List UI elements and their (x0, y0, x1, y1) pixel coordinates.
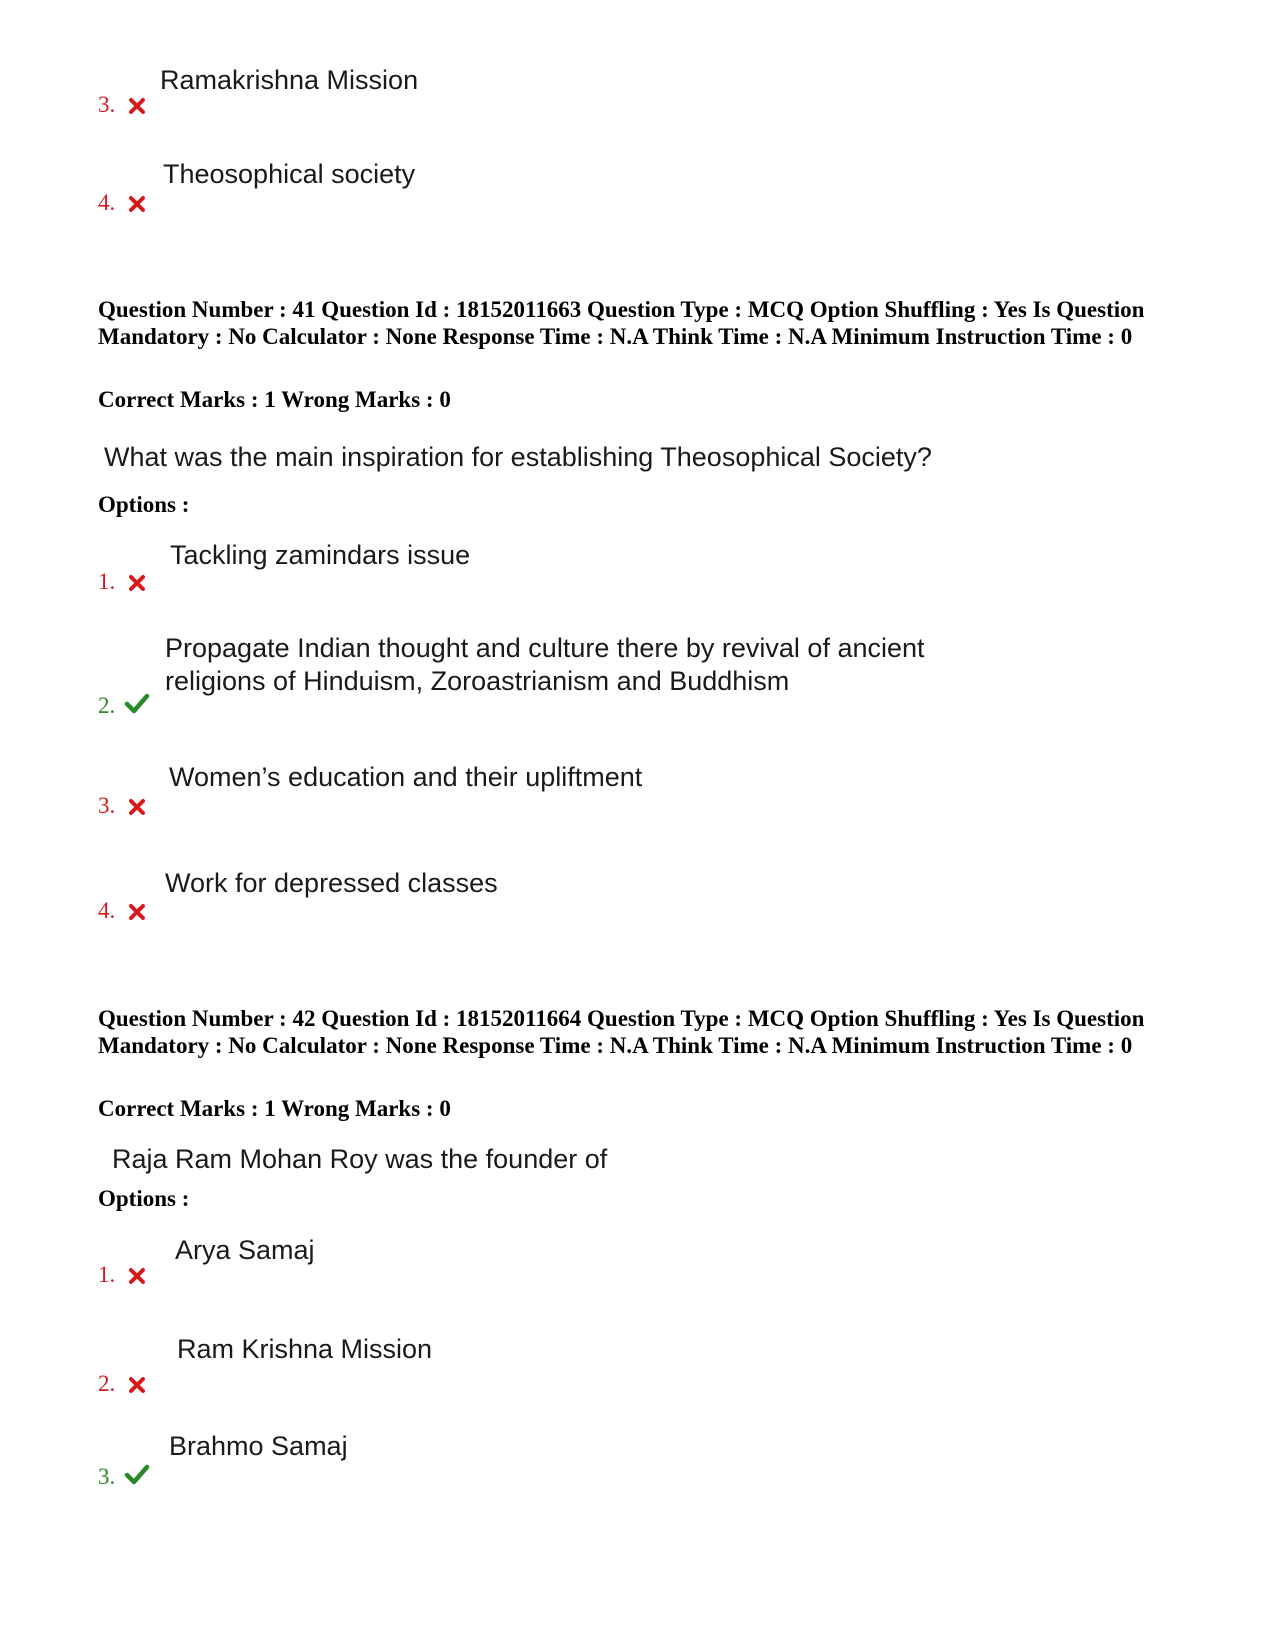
option-number: 2. (98, 693, 116, 718)
option-number: 1. (98, 569, 116, 594)
cross-icon (126, 193, 148, 215)
option-text: Women’s education and their upliftment (169, 762, 643, 792)
option-text: Tackling zamindars issue (170, 540, 471, 570)
option-text: Ramakrishna Mission (160, 65, 419, 95)
option-number: 3. (98, 793, 116, 818)
option-text: Arya Samaj (175, 1235, 315, 1265)
option-text: Ram Krishna Mission (177, 1334, 433, 1364)
option-text-line2: religions of Hinduism, Zoroastrianism and Buddhism (165, 666, 790, 696)
option-text: Work for depressed classes (165, 868, 498, 898)
question-meta: Question Number : 41 Question Id : 18152011663 Question Type : MCQ Option Shuffling : Yes Is Question Mandatory : No Calculator : None Response Time : N.A Think Time : N.A Minimum Instruction Time : 0 (98, 297, 1145, 349)
cross-icon (126, 1374, 148, 1396)
question-marks: Correct Marks : 1 Wrong Marks : 0 (98, 387, 451, 412)
cross-icon (126, 1265, 148, 1287)
cross-icon (126, 95, 148, 117)
option-text: Brahmo Samaj (169, 1431, 348, 1461)
option-number: 4. (98, 898, 116, 923)
option-number: 3. (98, 92, 116, 117)
checkmark-icon (124, 1461, 150, 1487)
option-number: 4. (98, 190, 116, 215)
question-text: What was the main inspiration for establishing Theosophical Society? (104, 442, 932, 472)
checkmark-icon (124, 690, 150, 716)
options-label: Options : (98, 492, 190, 517)
question-text: Raja Ram Mohan Roy was the founder of (112, 1144, 608, 1174)
cross-icon (126, 796, 148, 818)
option-number: 3. (98, 1464, 116, 1489)
option-text-line1: Propagate Indian thought and culture there by revival of ancient (165, 633, 925, 663)
option-text: Theosophical society (163, 159, 416, 189)
question-meta: Question Number : 42 Question Id : 18152011664 Question Type : MCQ Option Shuffling : Yes Is Question Mandatory : No Calculator : None Response Time : N.A Think Time : N.A Minimum Instruction Time : 0 (98, 1006, 1145, 1058)
cross-icon (126, 572, 148, 594)
question-marks: Correct Marks : 1 Wrong Marks : 0 (98, 1096, 451, 1121)
cross-icon (126, 901, 148, 923)
options-label: Options : (98, 1186, 190, 1211)
option-number: 2. (98, 1371, 116, 1396)
option-number: 1. (98, 1262, 116, 1287)
